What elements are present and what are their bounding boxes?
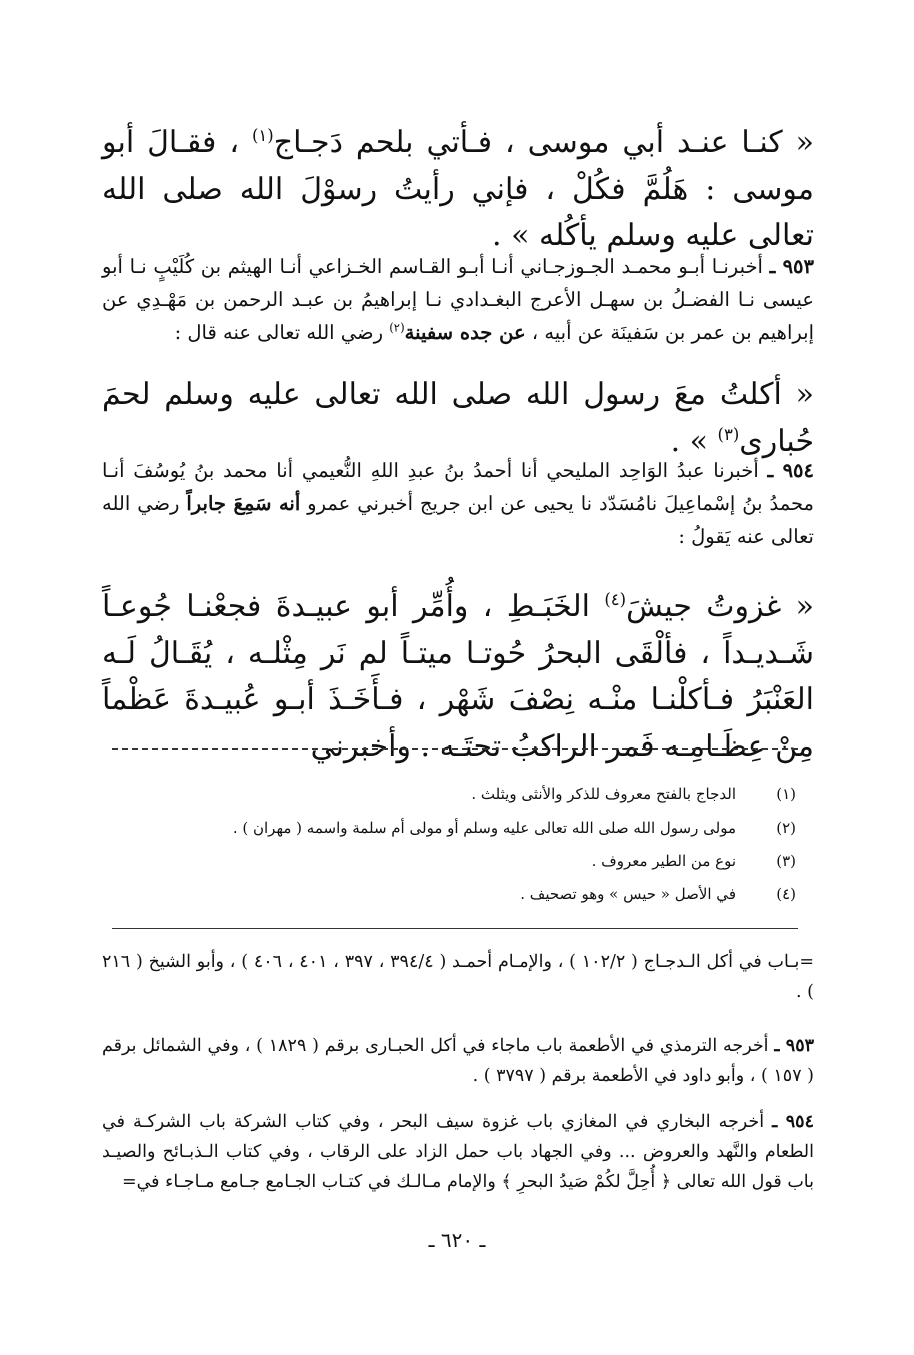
takhrij-text: =بـاب في أكل الـدجـاج ( ١٠٢/٢ ) ، والإمـام أحمـد ( ٣٩٤/٤ ، ٣٩٧ ، ٤٠١ ، ٤٠٦ ) ، وأبو الشيخ ( ٢١٦ ) . [102, 952, 814, 1002]
footnote-ref: (٢) [389, 320, 405, 335]
matn-text: » . [670, 423, 718, 459]
isnad-text: أخبرنـا أبـو محمـد الجـوزجـاني أنـا أبـو القـاسم الخـزاعي أنـا الهيثم بن كُلَيْبٍ نـا أبو عيسى نـا الفضـلُ بن سهـل الأعرج البغـدادي نـا إبراهيمُ بن عبـد الرحمن بن مَهْـدِي عن إبراهيم بن عمر بن سَفينَة عن أبيه ، [102, 255, 814, 345]
footnote-number: (٢) [776, 819, 796, 837]
footnote [176, 849, 796, 873]
hadith-number: ٩٥٤ ـ [767, 459, 814, 482]
solid-separator [112, 928, 798, 929]
footnote-number: (١) [776, 785, 796, 803]
isnad-emphasis: أنه سَمِعَ جابراً [186, 492, 301, 516]
footnote-ref: (١) [251, 126, 274, 145]
takhrij-953 [102, 1032, 814, 1092]
matn-text: « غزوتُ جيشَ [626, 589, 814, 624]
footnote-number: (٣) [776, 852, 796, 870]
isnad-emphasis: عن جده سفينة [404, 321, 526, 345]
hadith-954-matn [102, 584, 814, 770]
hadith-953-isnad [102, 250, 814, 349]
takhrij-text: أخرجه الترمذي في الأطعمة باب ماجاء في أكل الحبـارى برقم ( ١٨٢٩ ) ، وفي الشمائل برقم ( ١٥٧ ) ، وأبو داود في الأطعمة برقم ( ٣٧٩٧ ) . [102, 1036, 814, 1086]
matn-text: « كنـا عنـد أبي موسى ، فـأتي بلحم دَجـاج [273, 125, 815, 160]
page-number: ـ ٦٢٠ ـ [428, 1228, 486, 1252]
footnote-text: نوع من الطير معروف . [591, 852, 736, 870]
takhrij-number: ٩٥٣ ـ [774, 1036, 814, 1056]
hadith-952-matn [102, 120, 814, 260]
footnote-text: مولى رسول الله صلى الله تعالى عليه وسلم أو مولى أم سلمة واسمه ( مهران ) . [232, 819, 736, 837]
takhrij-continuation [102, 948, 814, 1008]
footnote-ref: (٤) [604, 590, 627, 609]
takhrij-954 [102, 1108, 814, 1197]
isnad-text: رضي الله تعالى عنه يَقولُ : [102, 492, 814, 549]
matn-text: الخَبَـطِ ، وأُمِّر أبو عبيـدةَ فجعْنـا جُوعـاً شَـديـداً ، فألْقَى البحرُ حُوتـا ميتـاً لم نَر مِثْلـه ، يُقَـالُ لَـه العَنْبَرُ فـأكلْنـا منْـه نِصْفَ شَهْر ، فـأَخَـذَ أبـو عُبيـدةَ عَظْماً مِنْ عِظَـامِـه فَمر الراكبُ تحتَـه . وأخبرني [102, 589, 814, 764]
hadith-953-matn [102, 372, 814, 465]
footnote [176, 816, 796, 840]
matn-text: « أكلتُ معَ رسول الله صلى الله تعالى عليه وسلم لحمَ حُبارى [102, 377, 815, 459]
dashed-separator [112, 748, 798, 750]
footnote-ref: (٣) [717, 424, 740, 444]
isnad-text: أخبرنا عبدُ الوَاحِد المليحي أنا أحمدُ بنُ عبدِ اللهِ النُّعيمي أنا محمد بنُ يُوسُفَ أنـا محمدُ بنُ إسْماعِيلَ نامُسَدّد نا يحيى عن ابن جريج أخبرني عمرو [102, 459, 814, 516]
takhrij-number: ٩٥٤ ـ [772, 1112, 814, 1132]
footnote-text: الدجاج بالفتح معروف للذكر والأنثى ويثلث . [471, 785, 736, 803]
hadith-number: ٩٥٣ ـ [769, 255, 814, 278]
footnote [176, 882, 796, 906]
footnote-text: في الأصل « حيس » وهو تصحيف . [520, 885, 736, 903]
footnote-number: (٤) [776, 885, 796, 903]
matn-text: ، فقـالَ أبو موسى : هَلُمَّ فكُلْ ، فإني رأيتُ رسوْلَ الله صلى الله تعالى عليه وسلم يأكُله » . [102, 125, 814, 253]
takhrij-text: أخرجه البخاري في المغازي باب غزوة سيف البحر ، وفي كتاب الشركة باب الشركـة في الطعام والنَّهد والعروض ... وفي الجهاد باب حمل الزاد على الرقاب ، وفي كتاب الـذبـائح والصيـد باب قول الله تعالى ﴿ أُحِلَّ لكُمْ صَيدُ البحرِ ﴾ والإمام مـالـك في كتـاب الجـامع جـامع مـاجـاء في= [102, 1112, 814, 1192]
isnad-text: رضي الله تعالى عنه قال : [174, 321, 390, 345]
hadith-954-isnad [102, 454, 814, 553]
footnote [176, 782, 796, 806]
